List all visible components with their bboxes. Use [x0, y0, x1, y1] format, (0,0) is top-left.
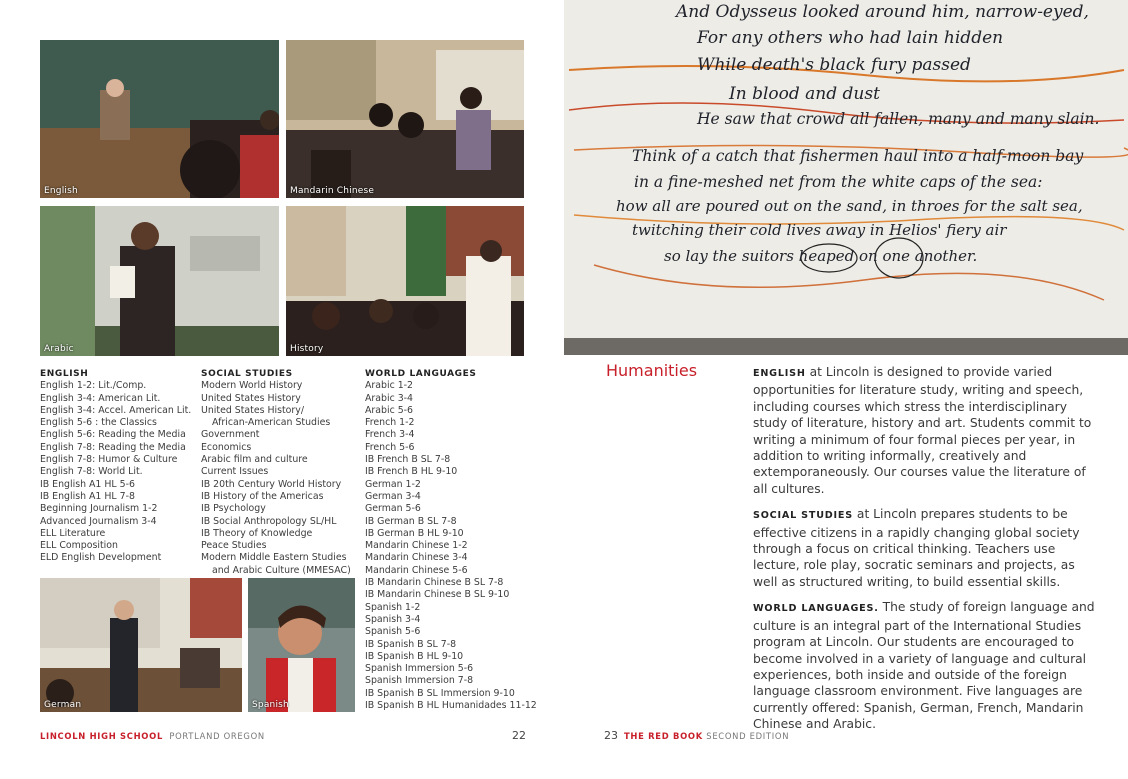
- photo-caption: Arabic: [44, 344, 74, 354]
- whiteboard-line: in a fine-meshed net from the white caps of the sea:: [634, 173, 1043, 191]
- english-course-list: [40, 368, 200, 565]
- whiteboard-line: so lay the suitors heaped on one another.: [664, 247, 978, 265]
- photo-caption: Mandarin Chinese: [290, 186, 375, 196]
- course-item: English 7-8: Reading the Media: [40, 441, 186, 453]
- course-item: IB French B HL 9-10: [365, 466, 458, 478]
- paragraph-text: at Lincoln is designed to provide varied opportunities for literature study, writing and speech, including courses which stress the interdisciplinary study of literature, history and art. Students commit to writing a minimum of four formal pieces per year, in addition to writing informally, creatively and extemporaneously. Our courses value the literature of all cultures.: [753, 365, 1092, 496]
- whiteboard-line: twitching their cold lives away in Helios' fiery air: [632, 221, 1007, 239]
- page-number-right: 23: [604, 729, 618, 742]
- paragraph-lead: WORLD LANGUAGES.: [753, 603, 879, 615]
- course-item: IB Mandarin Chinese B SL 7-8: [365, 577, 504, 589]
- course-item: and Arabic Culture (MMESAC): [212, 564, 351, 576]
- course-item: Spanish 5-6: [365, 626, 421, 638]
- course-item: English 5-6: Reading the Media: [40, 429, 186, 441]
- course-item: Spanish Immersion 7-8: [365, 675, 474, 687]
- course-item: Mandarin Chinese 5-6: [365, 564, 468, 576]
- course-item: English 7-8: Humor & Culture: [40, 454, 178, 466]
- course-item: IB Social Anthropology SL/HL: [201, 515, 337, 527]
- course-item: Arabic film and culture: [201, 454, 308, 466]
- humanities-body: [753, 364, 1099, 742]
- photo-caption: German: [44, 700, 82, 710]
- course-item: Current Issues: [201, 466, 269, 478]
- course-item: IB English A1 HL 5-6: [40, 478, 135, 490]
- whiteboard-line: And Odysseus looked around him, narrow-eyed,: [676, 2, 1089, 22]
- world-languages-paragraph: [753, 599, 1099, 732]
- book-title: THE RED BOOK: [624, 731, 703, 741]
- course-item: English 3-4: Accel. American Lit.: [40, 404, 192, 416]
- course-item: French 5-6: [365, 441, 415, 453]
- course-item: Arabic 1-2: [365, 380, 414, 392]
- course-item: IB Theory of Knowledge: [201, 527, 313, 539]
- course-item: ELL Literature: [40, 527, 106, 539]
- social-studies-paragraph: [753, 506, 1099, 590]
- right-footer: [624, 731, 789, 741]
- photo-german-class: [40, 578, 242, 712]
- photo-caption: History: [290, 344, 324, 354]
- paragraph-text: at Lincoln prepares students to be effective citizens in a rapidly changing global society through a focus on critical thinking. Teachers use lecture, role play, socratic seminars and projects, as well as structured writing, to build essential skills.: [753, 507, 1080, 589]
- course-item: IB Mandarin Chinese B SL 9-10: [365, 589, 510, 601]
- course-item: IB German B HL 9-10: [365, 527, 464, 539]
- course-item: IB History of the Americas: [201, 490, 324, 502]
- course-item: Spanish 3-4: [365, 613, 421, 625]
- course-item: IB English A1 HL 7-8: [40, 490, 135, 502]
- world-languages-course-list: [365, 368, 535, 712]
- photo-history-class: [286, 206, 524, 356]
- course-item: Spanish Immersion 5-6: [365, 663, 474, 675]
- whiteboard-line: While death's black fury passed: [697, 55, 971, 75]
- course-item: ELD English Development: [40, 552, 162, 564]
- course-item: Arabic 5-6: [365, 404, 414, 416]
- course-item: Arabic 3-4: [365, 392, 414, 404]
- social-studies-course-list: [201, 368, 361, 577]
- course-item: IB Spanish B SL 7-8: [365, 638, 457, 650]
- course-item: IB Spanish B HL 9-10: [365, 650, 464, 662]
- paragraph-lead: SOCIAL STUDIES: [753, 510, 853, 522]
- photo-caption: English: [44, 186, 78, 196]
- school-city: PORTLAND OREGON: [169, 731, 265, 741]
- course-item: United States History: [201, 392, 301, 404]
- photo-whiteboard-odyssey: [564, 0, 1128, 355]
- social-studies-heading: SOCIAL STUDIES: [201, 369, 293, 379]
- course-item: IB 20th Century World History: [201, 478, 342, 490]
- course-item: Advanced Journalism 3-4: [40, 515, 157, 527]
- course-item: English 7-8: World Lit.: [40, 466, 143, 478]
- course-item: Modern Middle Eastern Studies: [201, 552, 347, 564]
- left-footer: [40, 731, 265, 741]
- photo-caption: Spanish: [252, 700, 289, 710]
- photo-arabic-class: [40, 206, 279, 356]
- course-item: IB Spanish B HL Humanidades 11-12: [365, 700, 537, 712]
- whiteboard-line: how all are poured out on the sand, in throes for the salt sea,: [616, 197, 1083, 215]
- course-item: IB Spanish B SL Immersion 9-10: [365, 687, 515, 699]
- course-item: German 5-6: [365, 503, 421, 515]
- english-heading: ENGLISH: [40, 369, 89, 379]
- course-item: Mandarin Chinese 1-2: [365, 540, 468, 552]
- course-item: Peace Studies: [201, 540, 267, 552]
- paragraph-lead: ENGLISH: [753, 368, 806, 379]
- section-title: Humanities: [606, 361, 698, 380]
- course-item: French 3-4: [365, 429, 415, 441]
- course-item: Government: [201, 429, 260, 441]
- course-item: German 3-4: [365, 490, 421, 502]
- photo-mandarin-class: [286, 40, 524, 198]
- school-name: LINCOLN HIGH SCHOOL: [40, 731, 163, 741]
- course-item: IB German B SL 7-8: [365, 515, 457, 527]
- paragraph-text: The study of foreign language and culture is an integral part of the International Studies program at Lincoln. Our students are encouraged to become involved in a variety of language and cultural experiences, both inside and outside of the foreign language classroom environment. Five languages are currently offered: Spanish, German, French, Mandarin Chinese and Arabic.: [753, 600, 1095, 732]
- course-item: Modern World History: [201, 380, 303, 392]
- course-item: ELL Composition: [40, 540, 118, 552]
- course-item: Beginning Journalism 1-2: [40, 503, 158, 515]
- course-item: Spanish 1-2: [365, 601, 421, 613]
- course-item: English 3-4: American Lit.: [40, 392, 161, 404]
- whiteboard-line: He saw that crowd all fallen, many and many slain.: [697, 110, 1100, 128]
- course-item: English 1-2: Lit./Comp.: [40, 380, 147, 392]
- whiteboard-line: Think of a catch that fishermen haul into a half-moon bay: [632, 147, 1084, 165]
- world-languages-heading: WORLD LANGUAGES: [365, 369, 477, 379]
- photo-spanish-class: [248, 578, 355, 712]
- course-item: Mandarin Chinese 3-4: [365, 552, 468, 564]
- book-edition: SECOND EDITION: [706, 731, 790, 741]
- course-item: IB Psychology: [201, 503, 266, 515]
- course-item: United States History/: [201, 404, 304, 416]
- photo-english-class: [40, 40, 279, 198]
- course-item: English 5-6 : the Classics: [40, 417, 157, 429]
- page-number-left: 22: [512, 729, 526, 742]
- english-paragraph: [753, 364, 1099, 497]
- course-item: French 1-2: [365, 417, 415, 429]
- course-item: African-American Studies: [212, 417, 331, 429]
- course-item: German 1-2: [365, 478, 421, 490]
- whiteboard-line: In blood and dust: [729, 84, 880, 104]
- course-item: Economics: [201, 441, 252, 453]
- course-item: IB French B SL 7-8: [365, 454, 451, 466]
- whiteboard-line: For any others who had lain hidden: [697, 28, 1004, 48]
